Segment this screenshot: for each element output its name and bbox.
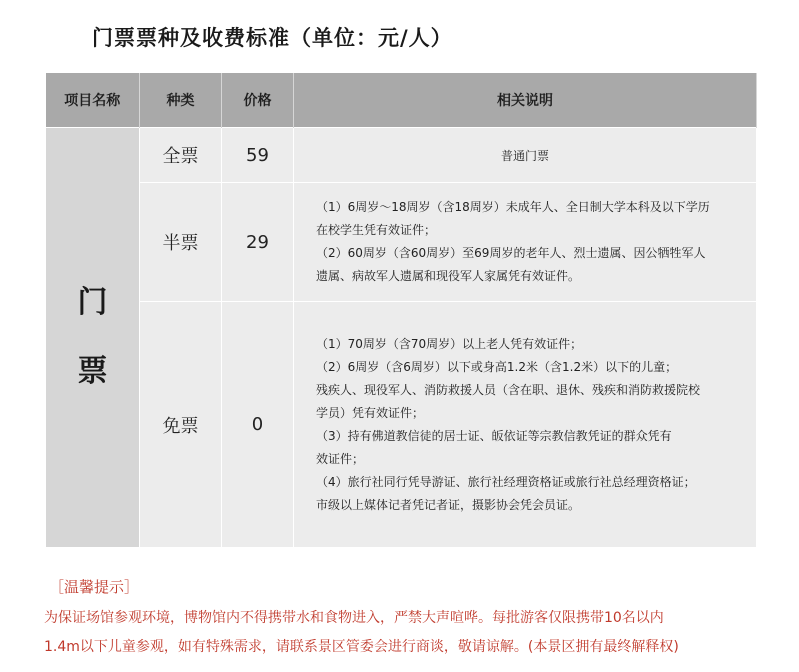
tips-line: 1.4m以下儿童参观，如有特殊需求，请联系景区管委会进行商谈，敬请谅解。(本景区拥有最终解释权) [44,639,679,655]
header-price: 价格 [222,73,294,128]
description-line: （3）持有佛道教信徒的居士证、皈依证等宗教信教凭证的群众凭有 [316,428,672,443]
tips-line: 为保证场馆参观环境，博物馆内不得携带水和食物进入，严禁大声喧哗。每批游客仅限携带10名以内 [44,610,664,626]
description-line: 学员）凭有效证件； [316,405,425,420]
header-project-name: 项目名称 [46,73,140,128]
kind-cell: 免票 [140,302,222,548]
description-cell [294,128,757,183]
fee-table [45,73,757,548]
header-description: 相关说明 [294,73,757,128]
description-line: （2）60周岁（含60周岁）至69周岁的老年人、烈士遗属、因公牺牲军人 [316,246,706,260]
description-line: （1）70周岁（含70周岁）以上老人凭有效证件； [316,336,583,351]
description-cell [294,302,757,548]
description-line: 普通门票 [500,148,549,163]
project-cell-ticket [46,128,140,548]
table-row [46,302,757,548]
description-line: 残疾人、现役军人、消防救援人员（含在职、退休、残疾和消防救援院校 [316,382,701,397]
project-label-char: 门 [77,285,108,320]
table-row [46,183,757,302]
table-header-row [46,73,757,128]
header-kind: 种类 [140,73,222,128]
description-line: 效证件； [316,451,365,466]
price-cell: 59 [222,128,294,183]
description-cell [294,183,757,302]
price-cell: 29 [222,183,294,302]
project-label [47,280,138,395]
description-line: 在校学生凭有效证件； [316,223,437,237]
tips-title: ［温馨提示］ [49,578,140,596]
kind-cell: 半票 [140,183,222,302]
kind-cell: 全票 [140,128,222,183]
description-line: 遗属、病故军人遗属和现役军人家属凭有效证件。 [316,269,581,283]
description-line: （1）6周岁～18周岁（含18周岁）未成年人、全日制大学本科及以下学历 [316,200,710,214]
page-title: 门票票种及收费标准（单位：元/人） [92,26,453,50]
description-line: 市级以上媒体记者凭记者证，摄影协会凭会员证。 [316,497,581,512]
description-line: （2）6周岁（含6周岁）以下或身高1.2米（含1.2米）以下的儿童； [316,359,678,374]
price-cell: 0 [222,302,294,548]
table-row [46,128,757,183]
description-line: （4）旅行社同行凭导游证、旅行社经理资格证或旅行社总经理资格证； [316,474,696,489]
project-label-char: 票 [77,353,108,389]
